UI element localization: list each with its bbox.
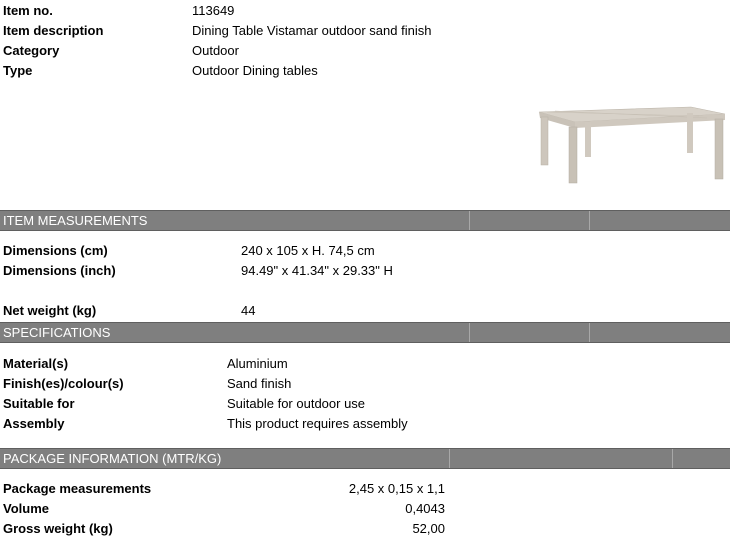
category-value: Outdoor xyxy=(192,43,239,58)
volume-label: Volume xyxy=(3,501,49,516)
type-value: Outdoor Dining tables xyxy=(192,63,318,78)
net-weight-value: 44 xyxy=(241,303,256,318)
net-weight-label: Net weight (kg) xyxy=(3,303,97,318)
item-no-value: 113649 xyxy=(192,3,235,18)
package-measurements-value: 2,45 x 0,15 x 1,1 xyxy=(348,481,445,496)
material-label: Material(s) xyxy=(3,356,69,371)
item-description-label: Item description xyxy=(3,23,104,38)
package-information-header xyxy=(0,448,730,469)
material-value: Aluminium xyxy=(227,356,288,371)
type-label: Type xyxy=(3,63,33,78)
column-divider xyxy=(469,211,470,230)
item-measurements-title: ITEM MEASUREMENTS xyxy=(3,213,148,228)
gross-weight-value: 52,00 xyxy=(412,521,445,536)
assembly-label: Assembly xyxy=(3,416,65,431)
column-divider xyxy=(672,449,673,468)
item-no-label: Item no. xyxy=(3,3,53,18)
specifications-title: SPECIFICATIONS xyxy=(3,325,111,340)
specifications-header xyxy=(0,322,730,343)
dimensions-inch-label: Dimensions (inch) xyxy=(3,263,116,278)
dimensions-inch-value: 94.49" x 41.34" x 29.33" H xyxy=(241,263,393,278)
column-divider xyxy=(449,449,450,468)
package-measurements-label: Package measurements xyxy=(3,481,152,496)
product-image xyxy=(535,100,730,185)
gross-weight-label: Gross weight (kg) xyxy=(3,521,113,536)
package-information-title: PACKAGE INFORMATION (MTR/KG) xyxy=(3,451,222,466)
volume-value: 0,4043 xyxy=(405,501,445,516)
dimensions-cm-value: 240 x 105 x H. 74,5 cm xyxy=(241,243,375,258)
item-measurements-header xyxy=(0,210,730,231)
column-divider xyxy=(589,211,590,230)
column-divider xyxy=(469,323,470,342)
finish-value: Sand finish xyxy=(227,376,292,391)
assembly-value: This product requires assembly xyxy=(227,416,408,431)
suitable-for-label: Suitable for xyxy=(3,396,75,411)
category-label: Category xyxy=(3,43,60,58)
dimensions-cm-label: Dimensions (cm) xyxy=(3,243,108,258)
suitable-for-value: Suitable for outdoor use xyxy=(227,396,366,411)
finish-label: Finish(es)/colour(s) xyxy=(3,376,124,391)
column-divider xyxy=(589,323,590,342)
item-description-value: Dining Table Vistamar outdoor sand finish xyxy=(192,23,432,38)
